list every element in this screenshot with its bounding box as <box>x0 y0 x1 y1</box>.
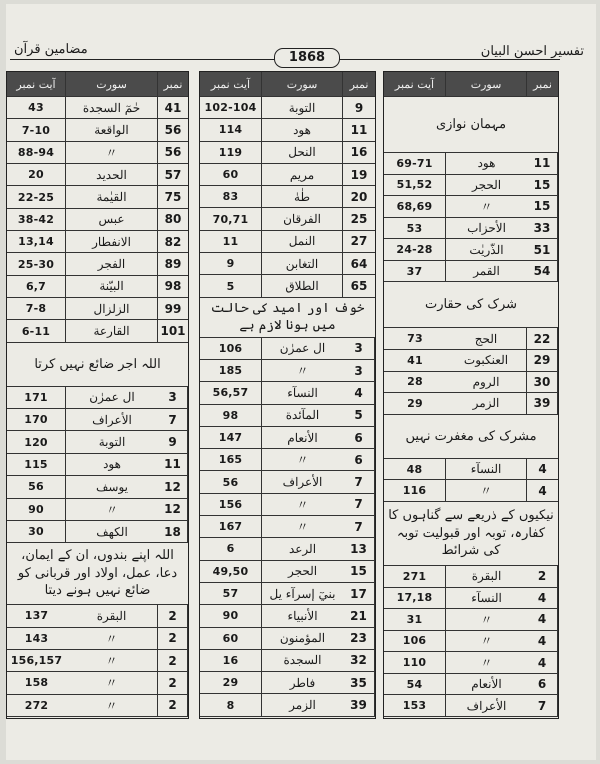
surah-number-cell: 30 <box>527 372 558 394</box>
col-header-number: نمبر <box>527 72 558 97</box>
ayat-cell: 185 <box>200 360 262 382</box>
surah-cell: الأعراف <box>66 409 158 431</box>
col-header-number: نمبر <box>343 72 375 97</box>
surah-cell: 〃 <box>446 480 527 502</box>
ayat-cell: 8 <box>200 694 262 716</box>
surah-number-cell: 57 <box>158 164 188 186</box>
surah-cell: طٰهٰ <box>262 186 343 208</box>
surah-number-cell: 4 <box>527 459 558 481</box>
surah-number-cell: 4 <box>343 382 375 404</box>
surah-number-cell: 15 <box>527 175 558 197</box>
surah-cell: عبس <box>66 209 158 231</box>
ayat-cell: 153 <box>384 695 446 717</box>
surah-cell: الطلاق <box>262 275 343 297</box>
surah-number-cell: 4 <box>527 480 558 502</box>
surah-cell: هود <box>262 119 343 141</box>
ayat-cell: 156,157 <box>7 650 66 672</box>
ayat-cell: 60 <box>200 628 262 650</box>
surah-number-cell: 7 <box>343 516 375 538</box>
surah-cell: الأنعام <box>262 427 343 449</box>
ayat-cell: 6-11 <box>7 320 66 342</box>
header-book-title-right: تفسیر احسن البیان <box>480 44 584 59</box>
surah-number-cell: 11 <box>343 119 375 141</box>
col-header-surah: سورت <box>66 72 158 97</box>
surah-number-cell: 7 <box>343 494 375 516</box>
topic-heading: مشرک کی مغفرت نہیں <box>384 415 558 459</box>
ayat-cell: 60 <box>200 164 262 186</box>
surah-number-cell: 2 <box>158 605 188 627</box>
topic-heading: شرک کی حقارت <box>384 282 558 328</box>
ayat-cell: 167 <box>200 516 262 538</box>
surah-cell: الحجر <box>262 561 343 583</box>
surah-number-cell: 21 <box>343 605 375 627</box>
surah-number-cell: 11 <box>158 454 188 476</box>
surah-cell: الأنعام <box>446 674 527 696</box>
ayat-cell: 7-10 <box>7 119 66 141</box>
topic-heading: نیکیوں کے ذریعے سے گناہوں کا کفارہ، توبہ اور قبولیت توبہ کی شرائط <box>384 502 558 566</box>
surah-number-cell: 33 <box>527 218 558 240</box>
surah-number-cell: 25 <box>343 208 375 230</box>
surah-cell: التغابن <box>262 253 343 275</box>
surah-cell: حٰمٓ السجدة <box>66 97 158 119</box>
surah-number-cell: 15 <box>343 561 375 583</box>
surah-number-cell: 98 <box>158 276 188 298</box>
ayat-cell: 70,71 <box>200 208 262 230</box>
col-header-ayat: آیت نمبر <box>384 72 446 97</box>
surah-cell: المؤمنون <box>262 628 343 650</box>
ayat-cell: 137 <box>7 605 66 627</box>
surah-cell: التوبة <box>66 431 158 453</box>
ayat-cell: 31 <box>384 609 446 631</box>
surah-cell: الفرقان <box>262 208 343 230</box>
surah-number-cell: 4 <box>527 631 558 653</box>
surah-cell: البقرة <box>446 566 527 588</box>
surah-cell: الروم <box>446 372 527 394</box>
ayat-cell: 6 <box>200 538 262 560</box>
surah-number-cell: 16 <box>343 142 375 164</box>
surah-cell: الحج <box>446 328 527 350</box>
ayat-cell: 49,50 <box>200 561 262 583</box>
ayat-cell: 25-30 <box>7 253 66 275</box>
surah-number-cell: 2 <box>158 628 188 650</box>
surah-cell: الذّريٰت <box>446 239 527 261</box>
ayat-cell: 171 <box>7 387 66 409</box>
surah-cell: الفجر <box>66 253 158 275</box>
surah-number-cell: 13 <box>343 538 375 560</box>
ayat-cell: 68,69 <box>384 196 446 218</box>
ayat-cell: 120 <box>7 431 66 453</box>
surah-cell: الرعد <box>262 538 343 560</box>
ayat-cell: 20 <box>7 164 66 186</box>
ayat-cell: 114 <box>200 119 262 141</box>
surah-number-cell: 9 <box>158 431 188 453</box>
surah-number-cell: 39 <box>343 694 375 716</box>
surah-cell: الزلزال <box>66 298 158 320</box>
surah-number-cell: 15 <box>527 196 558 218</box>
ayat-cell: 37 <box>384 261 446 283</box>
surah-cell: 〃 <box>446 609 527 631</box>
surah-cell: مريم <box>262 164 343 186</box>
ayat-cell: 106 <box>200 338 262 360</box>
ayat-cell: 51,52 <box>384 175 446 197</box>
surah-cell: القيٰمة <box>66 186 158 208</box>
surah-cell: هود <box>446 153 527 175</box>
ayat-cell: 69-71 <box>384 153 446 175</box>
index-column-middle <box>199 71 376 719</box>
surah-number-cell: 2 <box>158 650 188 672</box>
surah-cell: النحل <box>262 142 343 164</box>
ayat-cell: 115 <box>7 454 66 476</box>
surah-number-cell: 3 <box>158 387 188 409</box>
ayat-cell: 22-25 <box>7 186 66 208</box>
index-column-right <box>383 71 559 719</box>
surah-number-cell: 80 <box>158 209 188 231</box>
surah-cell: العنكبوت <box>446 350 527 372</box>
ayat-cell: 29 <box>200 672 262 694</box>
surah-number-cell: 75 <box>158 186 188 208</box>
surah-cell: الأحزاب <box>446 218 527 240</box>
surah-number-cell: 19 <box>343 164 375 186</box>
surah-number-cell: 65 <box>343 275 375 297</box>
surah-number-cell: 41 <box>158 97 188 119</box>
surah-cell: 〃 <box>262 360 343 382</box>
surah-number-cell: 11 <box>527 153 558 175</box>
header-book-title-left: مضامین قرآن <box>14 42 88 57</box>
surah-cell: النسآء <box>446 459 527 481</box>
surah-cell: الحجر <box>446 175 527 197</box>
surah-number-cell: 18 <box>158 521 188 543</box>
surah-cell: الواقعة <box>66 119 158 141</box>
ayat-cell: 106 <box>384 631 446 653</box>
surah-number-cell: 12 <box>158 499 188 521</box>
surah-number-cell: 56 <box>158 142 188 164</box>
surah-cell: 〃 <box>446 631 527 653</box>
surah-cell: الأنبياء <box>262 605 343 627</box>
surah-cell: الانفطار <box>66 231 158 253</box>
surah-cell: 〃 <box>66 628 158 650</box>
surah-cell: الأعراف <box>446 695 527 717</box>
surah-number-cell: 2 <box>527 566 558 588</box>
surah-number-cell: 6 <box>527 674 558 696</box>
surah-number-cell: 6 <box>343 427 375 449</box>
ayat-cell: 110 <box>384 652 446 674</box>
ayat-cell: 98 <box>200 405 262 427</box>
surah-number-cell: 27 <box>343 231 375 253</box>
surah-cell: ال عمرٰن <box>66 387 158 409</box>
surah-cell: الزمر <box>446 393 527 415</box>
surah-number-cell: 5 <box>343 405 375 427</box>
surah-cell: النمل <box>262 231 343 253</box>
surah-cell: البيّنة <box>66 276 158 298</box>
ayat-cell: 30 <box>7 521 66 543</box>
topic-heading: خوف اور امید کی حالت میں ہونا لازم ہے <box>200 298 375 338</box>
ayat-cell: 11 <box>200 231 262 253</box>
ayat-cell: 53 <box>384 218 446 240</box>
surah-cell: 〃 <box>66 672 158 694</box>
ayat-cell: 119 <box>200 142 262 164</box>
surah-number-cell: 32 <box>343 650 375 672</box>
surah-number-cell: 3 <box>343 338 375 360</box>
surah-number-cell: 54 <box>527 261 558 283</box>
surah-number-cell: 7 <box>343 471 375 493</box>
index-column-left <box>6 71 189 719</box>
ayat-cell: 28 <box>384 372 446 394</box>
surah-number-cell: 20 <box>343 186 375 208</box>
ayat-cell: 116 <box>384 480 446 502</box>
surah-cell: الحديد <box>66 164 158 186</box>
surah-number-cell: 82 <box>158 231 188 253</box>
ayat-cell: 6,7 <box>7 276 66 298</box>
surah-cell: 〃 <box>446 196 527 218</box>
ayat-cell: 271 <box>384 566 446 588</box>
surah-number-cell: 7 <box>527 695 558 717</box>
topic-heading: مہمان نوازی <box>384 97 558 153</box>
surah-number-cell: 64 <box>343 253 375 275</box>
ayat-cell: 170 <box>7 409 66 431</box>
topic-heading: اللہ اپنے بندوں، ان کے ایمان، دعا، عمل، اولاد اور قربانی کو ضائع نہیں ہونے دیتا <box>7 543 188 605</box>
surah-number-cell: 3 <box>343 360 375 382</box>
surah-cell: 〃 <box>446 652 527 674</box>
surah-cell: الأعراف <box>262 471 343 493</box>
ayat-cell: 43 <box>7 97 66 119</box>
surah-cell: 〃 <box>66 695 158 717</box>
surah-number-cell: 17 <box>343 583 375 605</box>
surah-cell: يوسف <box>66 476 158 498</box>
ayat-cell: 9 <box>200 253 262 275</box>
ayat-cell: 143 <box>7 628 66 650</box>
surah-number-cell: 12 <box>158 476 188 498</box>
ayat-cell: 102-104 <box>200 97 262 119</box>
surah-cell: 〃 <box>66 142 158 164</box>
surah-number-cell: 23 <box>343 628 375 650</box>
surah-number-cell: 101 <box>158 320 188 342</box>
surah-cell: 〃 <box>66 650 158 672</box>
surah-cell: الكهف <box>66 521 158 543</box>
surah-cell: النسآء <box>446 588 527 610</box>
surah-cell: بنيٓ إسرآء يل <box>262 583 343 605</box>
surah-cell: القمر <box>446 261 527 283</box>
ayat-cell: 147 <box>200 427 262 449</box>
page-number: 1868 <box>274 48 340 68</box>
surah-number-cell: 9 <box>343 97 375 119</box>
surah-number-cell: 7 <box>158 409 188 431</box>
col-header-ayat: آیت نمبر <box>7 72 66 97</box>
ayat-cell: 38-42 <box>7 209 66 231</box>
surah-number-cell: 4 <box>527 588 558 610</box>
surah-number-cell: 22 <box>527 328 558 350</box>
ayat-cell: 165 <box>200 449 262 471</box>
ayat-cell: 48 <box>384 459 446 481</box>
ayat-cell: 17,18 <box>384 588 446 610</box>
surah-cell: السجدة <box>262 650 343 672</box>
surah-cell: التوبة <box>262 97 343 119</box>
ayat-cell: 90 <box>200 605 262 627</box>
ayat-cell: 272 <box>7 695 66 717</box>
surah-cell: النسآء <box>262 382 343 404</box>
ayat-cell: 158 <box>7 672 66 694</box>
surah-cell: 〃 <box>262 449 343 471</box>
surah-number-cell: 2 <box>158 695 188 717</box>
surah-cell: 〃 <box>262 494 343 516</box>
surah-cell: 〃 <box>66 499 158 521</box>
ayat-cell: 56,57 <box>200 382 262 404</box>
surah-cell: 〃 <box>262 516 343 538</box>
surah-cell: البقرة <box>66 605 158 627</box>
topic-heading: اللہ اجر ضائع نہیں کرتا <box>7 343 188 387</box>
surah-number-cell: 89 <box>158 253 188 275</box>
ayat-cell: 57 <box>200 583 262 605</box>
ayat-cell: 156 <box>200 494 262 516</box>
ayat-cell: 90 <box>7 499 66 521</box>
ayat-cell: 88-94 <box>7 142 66 164</box>
ayat-cell: 16 <box>200 650 262 672</box>
ayat-cell: 7-8 <box>7 298 66 320</box>
ayat-cell: 54 <box>384 674 446 696</box>
col-header-number: نمبر <box>158 72 188 97</box>
ayat-cell: 29 <box>384 393 446 415</box>
surah-number-cell: 51 <box>527 239 558 261</box>
surah-cell: فاطر <box>262 672 343 694</box>
surah-number-cell: 99 <box>158 298 188 320</box>
surah-cell: ال عمرٰن <box>262 338 343 360</box>
col-header-surah: سورت <box>446 72 527 97</box>
ayat-cell: 83 <box>200 186 262 208</box>
ayat-cell: 73 <box>384 328 446 350</box>
surah-cell: المآئدة <box>262 405 343 427</box>
ayat-cell: 56 <box>200 471 262 493</box>
ayat-cell: 56 <box>7 476 66 498</box>
ayat-cell: 41 <box>384 350 446 372</box>
surah-number-cell: 39 <box>527 393 558 415</box>
surah-number-cell: 4 <box>527 652 558 674</box>
surah-number-cell: 35 <box>343 672 375 694</box>
surah-cell: الزمر <box>262 694 343 716</box>
surah-cell: هود <box>66 454 158 476</box>
surah-number-cell: 2 <box>158 672 188 694</box>
col-header-ayat: آیت نمبر <box>200 72 262 97</box>
col-header-surah: سورت <box>262 72 343 97</box>
surah-number-cell: 56 <box>158 119 188 141</box>
surah-number-cell: 29 <box>527 350 558 372</box>
surah-number-cell: 4 <box>527 609 558 631</box>
ayat-cell: 5 <box>200 275 262 297</box>
ayat-cell: 13,14 <box>7 231 66 253</box>
ayat-cell: 24-28 <box>384 239 446 261</box>
surah-cell: القارعة <box>66 320 158 342</box>
surah-number-cell: 6 <box>343 449 375 471</box>
